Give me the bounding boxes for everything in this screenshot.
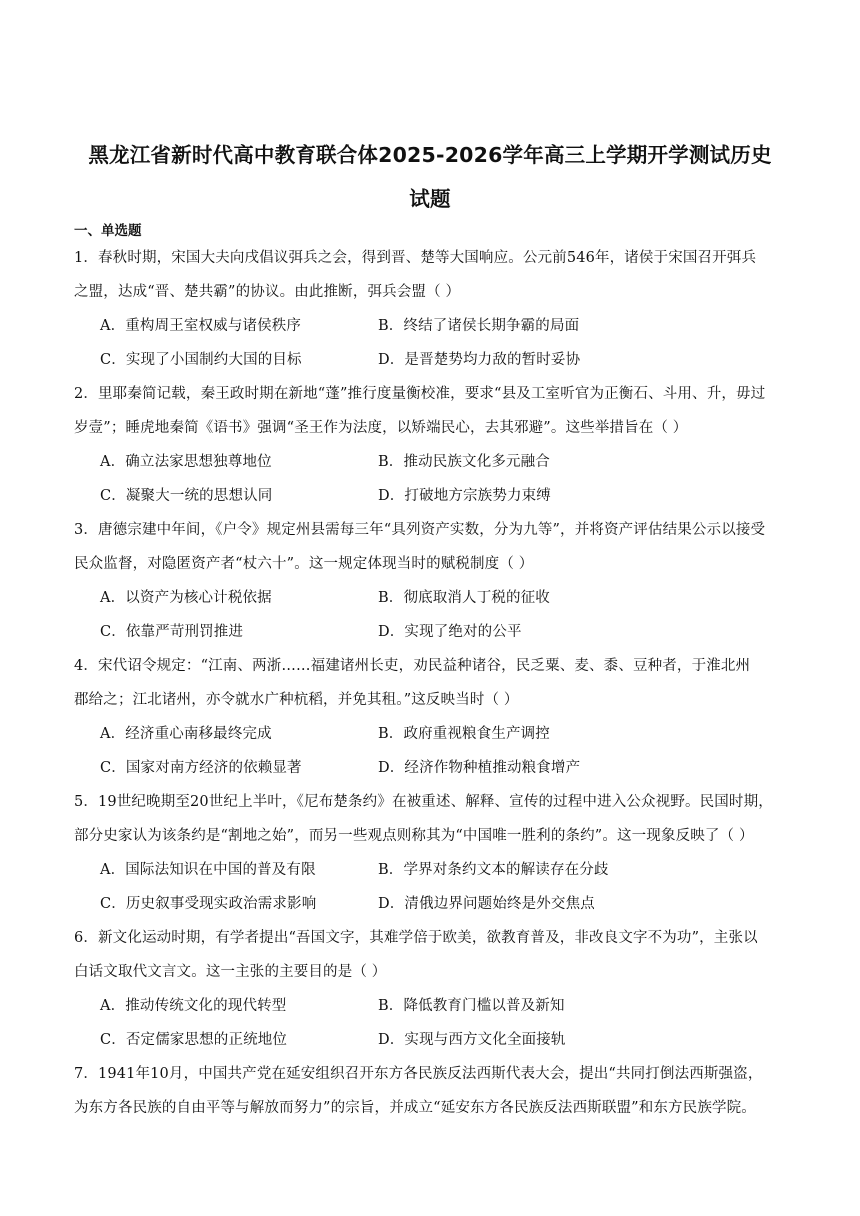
question-4-text-line-1: 4．宋代诏令规定：“江南、两浙……福建诸州长吏，劝民益种诸谷，民乏粟、麦、黍、豆种者，于淮北州 bbox=[74, 658, 751, 674]
question-5-text-line-1: 5．19世纪晚期至20世纪上半叶，《尼布楚条约》在被重述、解释、宣传的过程中进入公众视野。民国时期， bbox=[74, 794, 773, 810]
question-4-option-c: C．国家对南方经济的依赖显著 bbox=[100, 760, 302, 776]
question-1-text-line-2: 之盟，达成“晋、楚共霸”的协议。由此推断，弭兵会盟（ ） bbox=[74, 284, 461, 300]
question-3-option-b: B．彻底取消人丁税的征收 bbox=[378, 590, 550, 606]
page-title-continued: 试题 bbox=[409, 187, 451, 211]
question-5-option-a: A．国际法知识在中国的普及有限 bbox=[100, 862, 316, 878]
question-6-option-d: D．实现与西方文化全面接轨 bbox=[378, 1032, 566, 1048]
question-4-option-a: A．经济重心南移最终完成 bbox=[100, 726, 272, 742]
page-title: 黑龙江省新时代高中教育联合体2025-2026学年高三上学期开学测试历史 bbox=[88, 143, 772, 167]
question-2-option-a: A．确立法家思想独尊地位 bbox=[100, 454, 272, 470]
section-heading: 一、单选题 bbox=[74, 223, 142, 239]
question-3-text-line-1: 3．唐德宗建中年间，《户令》规定州县需每三年“具列资产实数，分为九等”，并将资产评估结果公示以接受 bbox=[74, 522, 766, 538]
question-3-option-c: C．依靠严苛刑罚推进 bbox=[100, 624, 244, 640]
question-2-option-c: C．凝聚大一统的思想认同 bbox=[100, 488, 273, 504]
question-2-text-line-2: 岁壹”；睡虎地秦简《语书》强调“圣王作为法度，以矫端民心，去其邪避”。这些举措旨在（ ） bbox=[74, 420, 688, 436]
question-2-option-b: B．推动民族文化多元融合 bbox=[378, 454, 550, 470]
question-4-option-d: D．经济作物种植推动粮食增产 bbox=[378, 760, 581, 776]
question-6-text-line-2: 白话文取代文言文。这一主张的主要目的是（ ） bbox=[74, 964, 387, 980]
question-1-text-line-1: 1．春秋时期，宋国大夫向戌倡议弭兵之会，得到晋、楚等大国响应。公元前546年，诸侯于宋国召开弭兵 bbox=[74, 250, 757, 266]
question-2-option-d: D．打破地方宗族势力束缚 bbox=[378, 488, 551, 504]
question-2-text-line-1: 2．里耶秦简记载，秦王政时期在新地“蓬”推行度量衡校准，要求“县及工室听官为正衡石、斗用、升，毋过 bbox=[74, 386, 766, 402]
question-5-option-c: C．历史叙事受现实政治需求影响 bbox=[100, 896, 317, 912]
question-3-option-d: D．实现了绝对的公平 bbox=[378, 624, 522, 640]
question-1-option-c: C．实现了小国制约大国的目标 bbox=[100, 352, 302, 368]
question-3-option-a: A．以资产为核心计税依据 bbox=[100, 590, 272, 606]
question-6-option-a: A．推动传统文化的现代转型 bbox=[100, 998, 287, 1014]
question-7-text-line-1: 7．1941年10月，中国共产党在延安组织召开东方各民族反法西斯代表大会，提出“共同打倒法西斯强盗， bbox=[74, 1066, 763, 1082]
question-1-option-a: A．重构周王室权威与诸侯秩序 bbox=[100, 318, 302, 334]
question-6-option-c: C．否定儒家思想的正统地位 bbox=[100, 1032, 288, 1048]
question-5-option-d: D．清俄边界问题始终是外交焦点 bbox=[378, 896, 595, 912]
question-1-option-d: D．是晋楚势均力敌的暂时妥协 bbox=[378, 352, 581, 368]
question-6-text-line-1: 6．新文化运动时期，有学者提出“吾国文字，其难学倍于欧美，欲教育普及，非改良文字不为功”，主张以 bbox=[74, 930, 758, 946]
question-7-text-line-2: 为东方各民族的自由平等与解放而努力”的宗旨，并成立“延安东方各民族反法西斯联盟”和东方民族学院。 bbox=[74, 1100, 756, 1116]
question-4-option-b: B．政府重视粮食生产调控 bbox=[378, 726, 550, 742]
question-1-option-b: B．终结了诸侯长期争霸的局面 bbox=[378, 318, 580, 334]
question-3-text-line-2: 民众监督，对隐匿资产者“杖六十”。这一规定体现当时的赋税制度（ ） bbox=[74, 556, 534, 572]
question-4-text-line-2: 郡给之；江北诸州，亦令就水广种杭稻，并免其租。”这反映当时（ ） bbox=[74, 692, 519, 708]
question-6-option-b: B．降低教育门槛以普及新知 bbox=[378, 998, 565, 1014]
question-5-option-b: B．学界对条约文本的解读存在分歧 bbox=[378, 862, 609, 878]
question-5-text-line-2: 部分史家认为该条约是“割地之始”，而另一些观点则称其为“中国唯一胜利的条约”。这一现象反映了（ ） bbox=[74, 828, 754, 844]
